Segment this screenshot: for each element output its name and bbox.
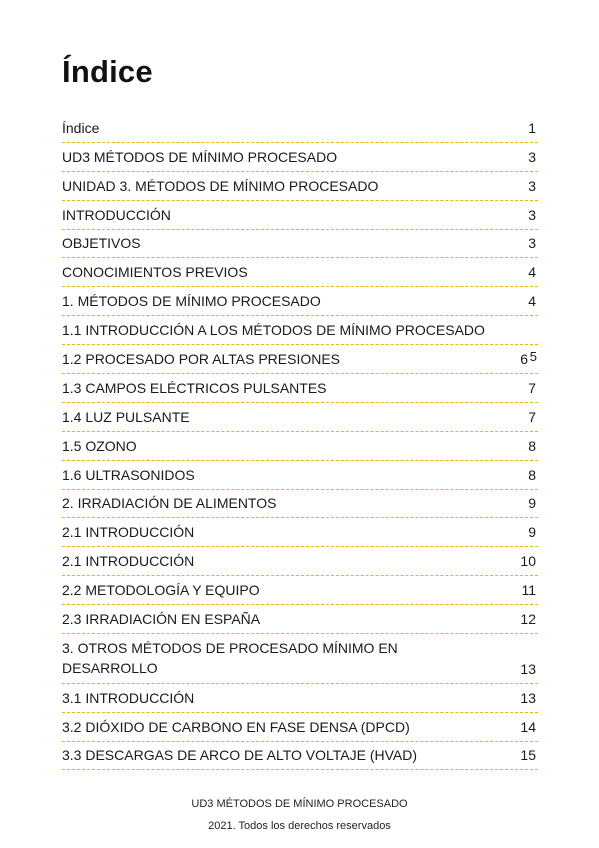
toc-entry-page: 4 xyxy=(528,293,536,310)
toc-entry-page: 12 xyxy=(520,611,536,628)
table-of-contents xyxy=(62,114,538,770)
toc-entry-page: 3 xyxy=(528,148,536,165)
toc-entry-indice[interactable] xyxy=(62,114,538,143)
toc-entry-title: 1.4 LUZ PULSANTE xyxy=(62,408,190,425)
toc-entry-section-2-2[interactable] xyxy=(62,576,538,605)
toc-entry-title: UNIDAD 3. MÉTODOS DE MÍNIMO PROCESADO xyxy=(62,177,379,194)
toc-entry-objetivos[interactable] xyxy=(62,230,538,259)
toc-entry-page: 7 xyxy=(528,379,536,396)
toc-entry-page: 3 xyxy=(528,206,536,223)
toc-entry-section-1-2[interactable] xyxy=(62,345,538,374)
toc-entry-title: OBJETIVOS xyxy=(62,235,141,252)
toc-entry-section-1-3[interactable] xyxy=(62,374,538,403)
toc-entry-page: 13 xyxy=(520,689,536,706)
toc-entry-page: 3 xyxy=(528,177,536,194)
page-title: Índice xyxy=(62,54,153,89)
toc-entry-page: 3 xyxy=(528,235,536,252)
toc-entry-title: 3. OTROS MÉTODOS DE PROCESADO MÍNIMO EN DESARROLLO xyxy=(62,639,398,677)
toc-entry-title: 3.2 DIÓXIDO DE CARBONO EN FASE DENSA (DPCD) xyxy=(62,718,410,735)
toc-entry-section-2-3[interactable] xyxy=(62,605,538,634)
footer-copyright: 2021. Todos los derechos reservados xyxy=(208,820,391,832)
toc-entry-section-1-1[interactable] xyxy=(62,316,538,345)
toc-entry-section-1-5[interactable] xyxy=(62,432,538,461)
toc-entry-page: 8 xyxy=(528,466,536,483)
toc-entry-conocimientos-previos[interactable] xyxy=(62,258,538,287)
toc-entry-page: 7 xyxy=(528,408,536,425)
toc-entry-ud3[interactable] xyxy=(62,143,538,172)
footer-document-title: UD3 MÉTODOS DE MÍNIMO PROCESADO xyxy=(191,798,408,810)
toc-entry-section-3-1[interactable] xyxy=(62,684,538,713)
toc-entry-page: 8 xyxy=(528,437,536,454)
toc-entry-page: 1 xyxy=(528,119,536,136)
toc-entry-title: 2.3 IRRADIACIÓN EN ESPAÑA xyxy=(62,611,261,628)
toc-entry-section-2[interactable] xyxy=(62,490,538,519)
toc-entry-title: CONOCIMIENTOS PREVIOS xyxy=(62,264,248,281)
toc-entry-title: 3.1 INTRODUCCIÓN xyxy=(62,689,195,706)
toc-entry-section-3-2[interactable] xyxy=(62,713,538,742)
toc-entry-page: 9 xyxy=(528,524,536,541)
toc-entry-page-superscript: 5 xyxy=(529,349,537,365)
toc-entry-section-1-4[interactable] xyxy=(62,403,538,432)
toc-entry-title: 1.3 CAMPOS ELÉCTRICOS PULSANTES xyxy=(62,379,327,396)
toc-entry-title: 1.2 PROCESADO POR ALTAS PRESIONES xyxy=(62,351,341,368)
toc-entry-title: INTRODUCCIÓN xyxy=(62,206,171,223)
toc-entry-title: 2.1 INTRODUCCIÓN xyxy=(62,553,195,570)
toc-entry-page: 15 xyxy=(520,747,536,764)
toc-entry-page: 13 xyxy=(520,660,536,677)
toc-entry-page: 10 xyxy=(520,553,536,570)
toc-entry-title: 1.6 ULTRASONIDOS xyxy=(62,466,195,483)
toc-entry-title: Índice xyxy=(62,119,100,136)
toc-entry-title: 1.1 INTRODUCCIÓN A LOS MÉTODOS DE MÍNIMO PROCESADO xyxy=(62,322,485,339)
toc-entry-title: 2.2 METODOLOGÍA Y EQUIPO xyxy=(62,582,260,599)
toc-entry-page: 9 xyxy=(528,495,536,512)
toc-entry-title: 1.5 OZONO xyxy=(62,437,137,454)
toc-entry-title: UD3 MÉTODOS DE MÍNIMO PROCESADO xyxy=(62,148,338,165)
toc-entry-title: 2. IRRADIACIÓN DE ALIMENTOS xyxy=(62,495,277,512)
toc-entry-page: 6 xyxy=(520,351,528,368)
toc-entry-page: 11 xyxy=(521,582,536,599)
toc-entry-title: 2.1 INTRODUCCIÓN xyxy=(62,524,195,541)
toc-entry-title: 1. MÉTODOS DE MÍNIMO PROCESADO xyxy=(62,293,321,310)
toc-entry-section-3-3[interactable] xyxy=(62,742,538,771)
toc-entry-section-2-1[interactable] xyxy=(62,518,538,547)
toc-entry-section-2-1-repeat[interactable] xyxy=(62,547,538,576)
toc-entry-section-1-6[interactable] xyxy=(62,461,538,490)
toc-entry-page: 4 xyxy=(528,264,536,281)
toc-entry-title: 3.3 DESCARGAS DE ARCO DE ALTO VOLTAJE (HVAD) xyxy=(62,747,418,764)
toc-entry-section-3[interactable] xyxy=(62,634,538,684)
toc-entry-unidad-3[interactable] xyxy=(62,172,538,201)
toc-entry-section-1[interactable] xyxy=(62,287,538,316)
toc-entry-page: 14 xyxy=(520,718,536,735)
toc-entry-introduccion[interactable] xyxy=(62,201,538,230)
